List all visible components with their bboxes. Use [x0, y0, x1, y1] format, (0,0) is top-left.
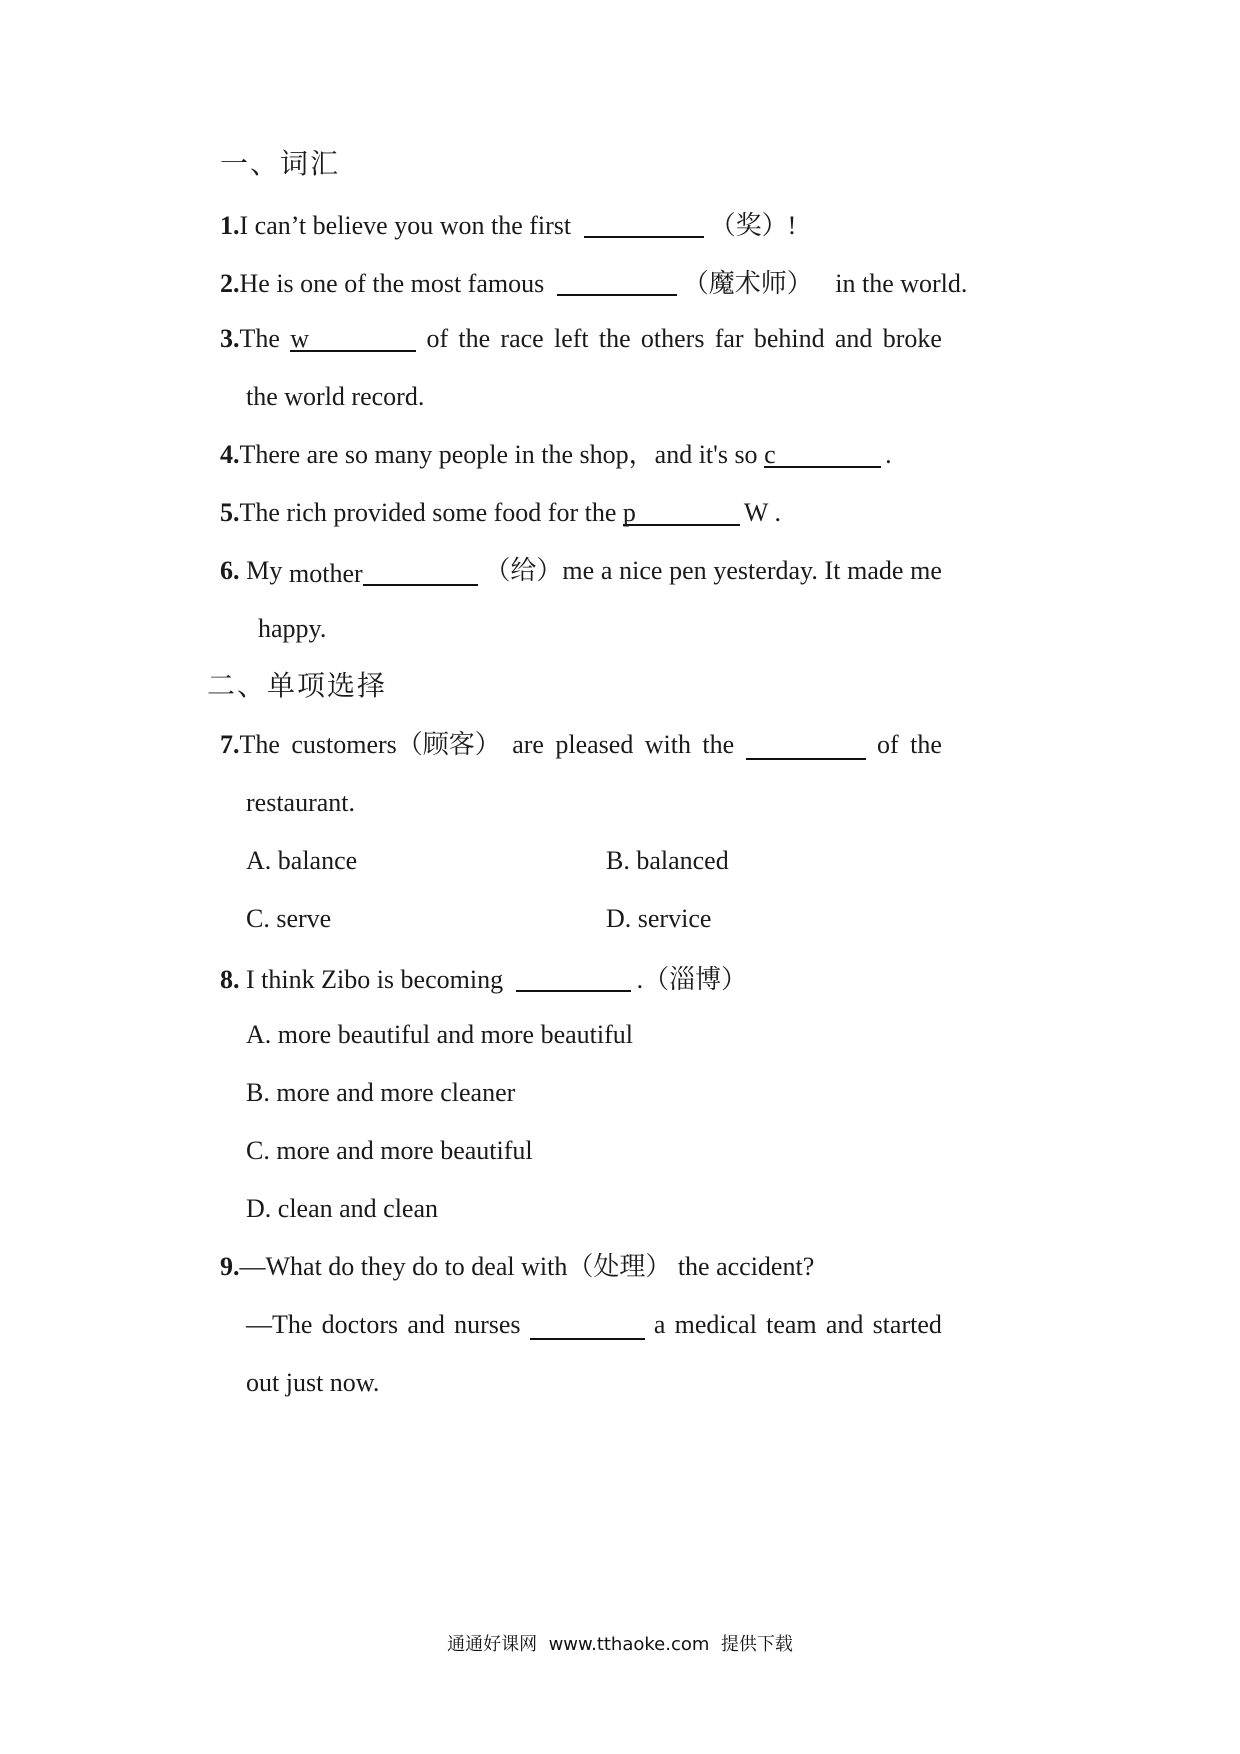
- hint-text: （奖）!: [709, 211, 797, 240]
- hint-text: （魔术师）: [682, 269, 813, 298]
- question-7: [220, 728, 942, 762]
- question-6: [220, 554, 942, 591]
- word: My: [246, 556, 283, 585]
- word: behind: [753, 324, 825, 353]
- question-8: [220, 960, 747, 997]
- question-number: 8.: [220, 965, 240, 994]
- question-3: [220, 322, 942, 356]
- word: The: [239, 730, 280, 759]
- question-number: 3.: [220, 324, 240, 353]
- question-text: He is one of the most famous: [239, 269, 545, 298]
- answer-blank[interactable]: [530, 1312, 645, 1340]
- word: a: [653, 1310, 666, 1339]
- word: and: [834, 324, 873, 353]
- option-c[interactable]: C. serve: [246, 904, 332, 933]
- question-text-end: W .: [743, 498, 781, 527]
- question-number: 1.: [220, 211, 240, 240]
- word: medical: [674, 1310, 757, 1339]
- word: the: [910, 730, 942, 759]
- word: team: [766, 1310, 817, 1339]
- option-b[interactable]: B. balanced: [606, 846, 729, 875]
- word: pen: [669, 556, 707, 585]
- word: made: [847, 556, 904, 585]
- question-text: —What do they do to deal with（处理） the accident?: [239, 1252, 815, 1281]
- question-5: [220, 496, 781, 530]
- question-2: [220, 264, 967, 301]
- question-7-continuation: restaurant.: [246, 788, 356, 817]
- option-d[interactable]: D. clean and clean: [246, 1194, 439, 1223]
- answer-blank[interactable]: [290, 322, 416, 352]
- answer-blank[interactable]: [584, 210, 704, 238]
- hint-text: .（淄博）: [636, 965, 748, 994]
- word: far: [714, 324, 744, 353]
- word: mother: [289, 559, 363, 588]
- section-1-heading: 一、词汇: [220, 149, 341, 180]
- word: customers（顾客）: [291, 730, 501, 759]
- question-1: [220, 206, 796, 243]
- question-text: I think Zibo is becoming: [246, 965, 504, 994]
- word: It: [824, 556, 841, 585]
- option-c[interactable]: C. more and more beautiful: [246, 1136, 533, 1165]
- word: are: [512, 730, 544, 759]
- question-9: [220, 1250, 814, 1284]
- first-letter: c: [764, 440, 776, 469]
- word: a: [600, 556, 613, 585]
- answer-blank[interactable]: [623, 496, 740, 526]
- question-4: [220, 438, 892, 472]
- word: doctors: [321, 1310, 399, 1339]
- word: the: [458, 324, 491, 353]
- question-number: 6.: [220, 556, 240, 585]
- answer-blank[interactable]: [557, 268, 677, 296]
- question-3-continuation: the world record.: [246, 382, 425, 411]
- section-2-heading: 二、单项选择: [207, 671, 388, 702]
- answer-blank[interactable]: [764, 438, 881, 468]
- question-number: 7.: [220, 730, 240, 759]
- question-text: There are so many people in the shop，and it's so: [239, 440, 758, 469]
- word: me: [910, 556, 942, 585]
- question-number: 2.: [220, 269, 240, 298]
- question-text-end: in the world.: [835, 269, 968, 298]
- first-letter: p: [622, 498, 636, 527]
- question-9-continuation: out just now.: [246, 1368, 380, 1397]
- word: others: [640, 324, 705, 353]
- word: me: [562, 556, 595, 585]
- question-text: I can’t believe you won the first: [239, 211, 572, 240]
- word: of: [426, 324, 449, 353]
- word: left: [553, 324, 589, 353]
- word: started: [872, 1310, 942, 1339]
- answer-blank[interactable]: [363, 558, 478, 586]
- option-b[interactable]: B. more and more cleaner: [246, 1078, 516, 1107]
- option-a[interactable]: A. balance: [246, 846, 358, 875]
- question-text: The rich provided some food for the: [239, 498, 617, 527]
- answer-blank[interactable]: [746, 732, 866, 760]
- word: the: [702, 730, 735, 759]
- word: the: [598, 324, 631, 353]
- word: yesterday.: [713, 556, 818, 585]
- hint-text: （给）: [484, 556, 563, 585]
- word: broke: [882, 324, 942, 353]
- question-number: 9.: [220, 1252, 240, 1281]
- question-number: 4.: [220, 440, 240, 469]
- first-letter: w: [290, 324, 309, 353]
- question-6-continuation: happy.: [258, 614, 327, 643]
- question-text: The: [239, 324, 280, 353]
- question-9-answer-line: [246, 1308, 942, 1342]
- word: and: [825, 1310, 864, 1339]
- answer-blank[interactable]: [516, 964, 631, 992]
- footer-download-note: 通通好课网 www.tthaoke.com 提供下载: [447, 1634, 793, 1655]
- question-number: 5.: [220, 498, 240, 527]
- option-d[interactable]: D. service: [606, 904, 712, 933]
- word: race: [500, 324, 544, 353]
- question-text-end: .: [885, 440, 892, 469]
- option-a[interactable]: A. more beautiful and more beautiful: [246, 1020, 633, 1049]
- word: pleased: [555, 730, 634, 759]
- word: nurses: [454, 1310, 521, 1339]
- word: and: [407, 1310, 445, 1339]
- word: with: [644, 730, 691, 759]
- word: nice: [619, 556, 663, 585]
- word: —The: [246, 1310, 313, 1339]
- word: of: [877, 730, 899, 759]
